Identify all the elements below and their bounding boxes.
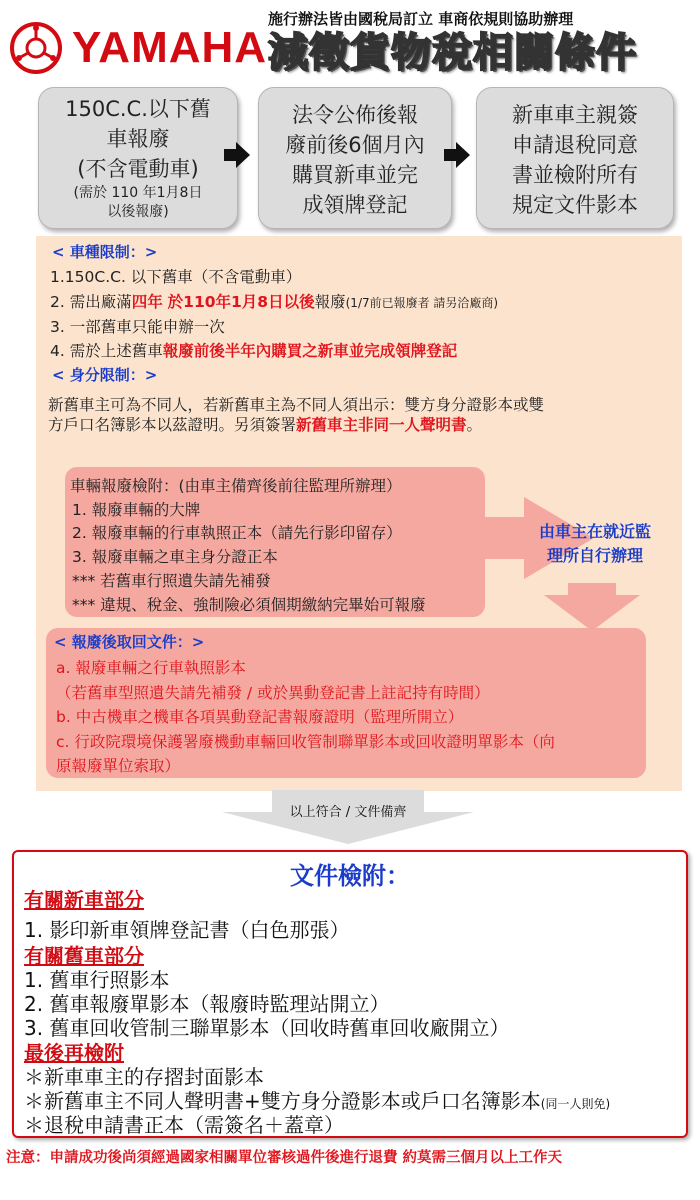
new-car-item: 1. 影印新車領牌登記書（白色那張）	[24, 918, 350, 942]
new-car-heading: 有關新車部分	[24, 888, 144, 912]
final-item: ＊新舊車主不同人聲明書+雙方身分證影本或戶口名簿影本(同一人則免)	[24, 1089, 611, 1113]
arrow-down-icon	[544, 583, 640, 631]
conform-label: 以上符合 / 文件備齊	[289, 805, 407, 820]
retrieve-item: c. 行政院環境保護署廢機動車輛回收管制聯單影本或回收證明單影本（向	[56, 733, 555, 751]
step-1-line: 車報廢	[106, 127, 170, 151]
scrap-item: 1. 報廢車輛的大牌	[72, 501, 201, 519]
identity-text: 方戶口名簿影本以茲證明。另須簽署新舊車主非同一人聲明書。	[48, 416, 483, 434]
old-car-item: 2. 舊車報廢單影本（報廢時監理站開立）	[24, 992, 390, 1016]
old-car-heading: 有關舊車部分	[24, 944, 144, 968]
header-subtitle: 施行辦法皆由國稅局訂立 車商依規則協助辦理	[268, 10, 574, 28]
office-note: 由車主在就近監 理所自行辦理	[538, 522, 651, 565]
scrap-item: 3. 報廢車輛之車主身分證正本	[72, 548, 278, 566]
step-3-box	[476, 87, 674, 229]
step-3-line: 規定文件影本	[512, 193, 638, 217]
step-2-line: 法令公佈後報	[292, 103, 418, 127]
old-car-item: 3. 舊車回收管制三聯單影本（回收時舊車回收廠開立）	[24, 1016, 510, 1040]
retrieve-item: 原報廢單位索取）	[56, 757, 181, 775]
page-title: 減徵貨物稅相關條件	[268, 30, 637, 76]
vehicle-item: 3. 一部舊車只能申辦一次	[50, 318, 225, 336]
step-2-box	[258, 87, 452, 229]
step-3-line: 申請退稅同意	[512, 133, 638, 157]
scrap-item: *** 若舊車行照遺失請先補發	[72, 572, 271, 590]
step-2-line: 廢前後6個月內	[285, 133, 425, 157]
step-3-line: 書並檢附所有	[512, 163, 638, 187]
arrow-right-icon	[442, 140, 472, 170]
step-1-note: 以後報廢)	[107, 204, 169, 220]
yamaha-logo-icon	[10, 22, 62, 74]
vehicle-item: 1.150C.C. 以下舊車（不含電動車）	[50, 268, 302, 286]
retrieve-heading: < 報廢後取回文件：>	[54, 633, 205, 651]
identity-heading: < 身分限制：>	[52, 366, 158, 384]
step-1-box	[38, 87, 238, 229]
final-item: ＊新車車主的存摺封面影本	[24, 1065, 264, 1089]
step-1-line: (不含電動車)	[77, 157, 199, 181]
final-item: ＊退稅申請書正本（需簽名＋蓋章）	[24, 1113, 344, 1137]
step-1-note: (需於 110 年1月8日	[73, 185, 203, 201]
old-car-item: 1. 舊車行照影本	[24, 968, 170, 992]
scrap-heading: 車輛報廢檢附：(由車主備齊後前往監理所辦理）	[70, 477, 402, 495]
retrieve-item: b. 中古機車之機車各項異動登記書報廢證明（監理所開立）	[56, 708, 464, 726]
scrap-item: 2. 報廢車輛的行車執照正本（請先行影印留存）	[72, 524, 402, 542]
retrieve-item: （若舊車型照遺失請先補發 / 或於異動登記書上註記持有時間）	[56, 684, 490, 702]
retrieve-item: a. 報廢車輛之行車執照影本	[56, 659, 246, 677]
final-heading: 最後再檢附	[24, 1041, 124, 1065]
identity-text: 新舊車主可為不同人，若新舊車主為不同人須出示：雙方身分證影本或雙	[48, 396, 545, 414]
step-2-line: 購買新車並完	[292, 163, 418, 187]
vehicle-item: 4. 需於上述舊車報廢前後半年內購買之新車並完成領牌登記	[50, 342, 458, 360]
step-2-line: 成領牌登記	[302, 193, 408, 217]
scrap-item: *** 違規、稅金、強制險必須個期繳納完畢始可報廢	[72, 596, 426, 614]
brand-name: YAMAHA	[72, 23, 268, 72]
documents-title: 文件檢附：	[290, 862, 410, 890]
vehicle-item: 2. 需出廠滿四年 於110年1月8日以後報廢(1/7前已報廢者 請另洽廠商)	[50, 293, 499, 311]
arrow-right-icon	[222, 140, 252, 170]
step-3-line: 新車車主親簽	[512, 103, 638, 127]
footer-note: 注意：申請成功後尚須經過國家相關單位審核過件後進行退費 約莫需三個月以上工作天	[6, 1150, 563, 1166]
vehicle-heading: < 車種限制：>	[52, 243, 158, 261]
step-1-line: 150C.C.以下舊	[65, 97, 211, 121]
